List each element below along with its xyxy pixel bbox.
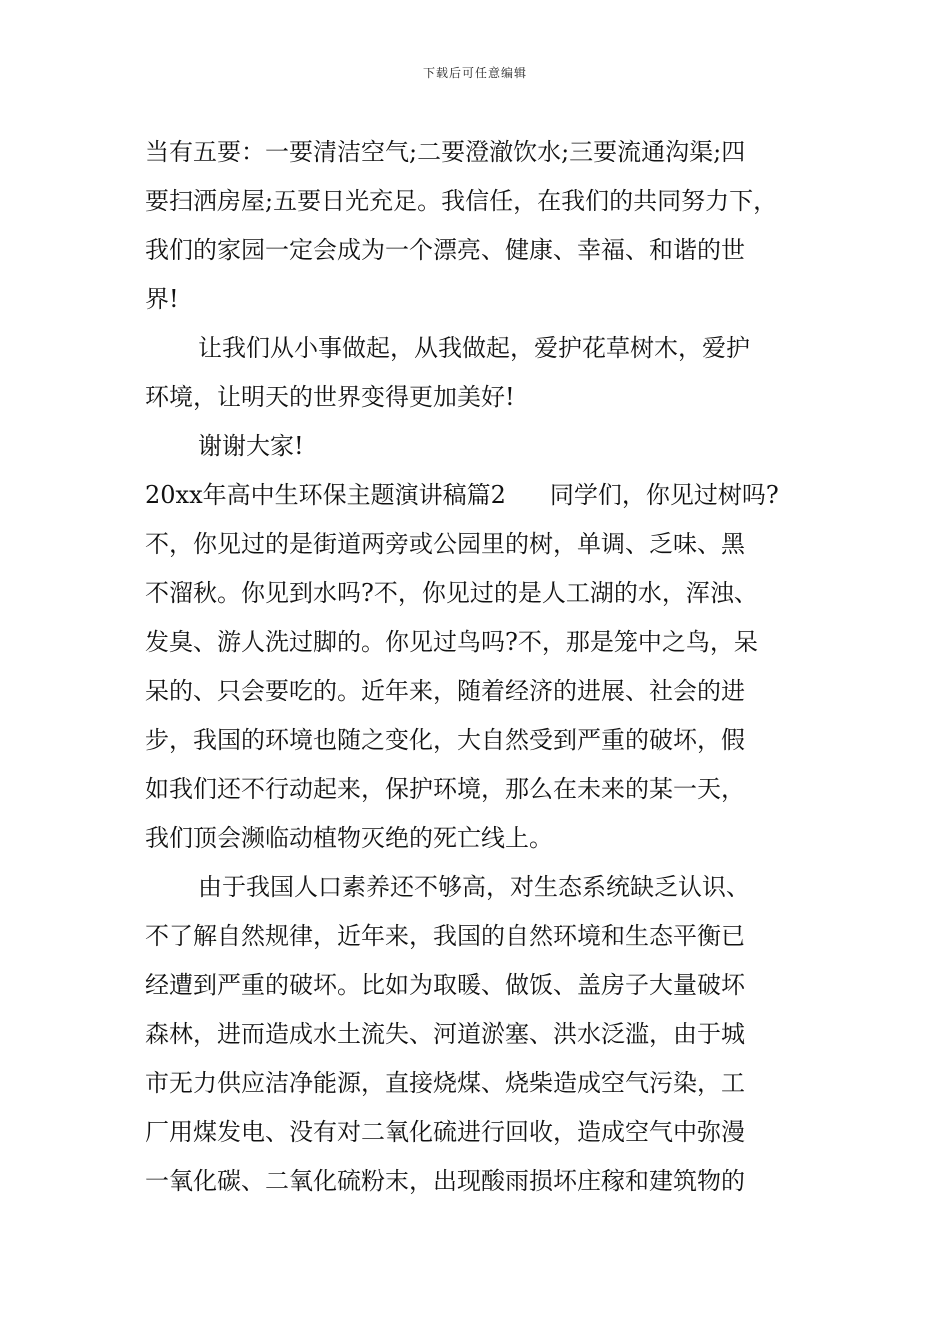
text-line: 如我们还不行动起来，保护环境，那么在未来的某一天， bbox=[145, 775, 745, 803]
section-heading: 20xx年高中生环保主题演讲稿篇2 bbox=[145, 481, 506, 509]
section-heading-line bbox=[145, 471, 825, 520]
text-line: 不了解自然规律，近年来，我国的自然环境和生态平衡已 bbox=[145, 922, 745, 950]
text-line: 森林，进而造成水土流失、河道淤塞、洪水泛滥，由于城 bbox=[145, 1020, 745, 1048]
text-line: 我们的家园一定会成为一个漂亮、健康、幸福、和谐的世 bbox=[145, 236, 745, 264]
text-line: 由于我国人口素养还不够高，对生态系统缺乏认识、 bbox=[198, 873, 750, 901]
text-line: 我们顶会濒临动植物灭绝的死亡线上。 bbox=[145, 824, 553, 852]
text-line: 界! bbox=[145, 285, 179, 313]
text-line: 步，我国的环境也随之变化，大自然受到严重的破坏，假 bbox=[145, 726, 745, 754]
text-line: 当有五要：一要清洁空气;二要澄澈饮水;三要流通沟渠;四 bbox=[145, 138, 746, 166]
text-line: 呆的、只会要吃的。近年来，随着经济的进展、社会的进 bbox=[145, 677, 745, 705]
text-line: 不，你见过的是街道两旁或公园里的树，单调、乏味、黑 bbox=[145, 530, 745, 558]
text-line: 让我们从小事做起，从我做起，爱护花草树木，爱护 bbox=[198, 334, 750, 362]
text-line: 厂用煤发电、没有对二氧化硫进行回收，造成空气中弥漫 bbox=[145, 1118, 745, 1146]
text-line: 市无力供应洁净能源，直接烧煤、烧柴造成空气污染，工 bbox=[145, 1069, 745, 1097]
text-line: 发臭、游人洗过脚的。你见过鸟吗?不，那是笼中之鸟，呆 bbox=[145, 628, 758, 656]
page-header: 下载后可任意编辑 bbox=[422, 66, 527, 80]
text-line: 不溜秋。你见到水吗?不，你见过的是人工湖的水，浑浊、 bbox=[145, 579, 758, 607]
text-line: 谢谢大家! bbox=[198, 432, 304, 460]
text-line: 同学们，你见过树吗? bbox=[549, 481, 779, 509]
text-line: 一氧化碳、二氧化硫粉末，出现酸雨损坏庄稼和建筑物的 bbox=[145, 1167, 745, 1195]
text-line: 环境，让明天的世界变得更加美好! bbox=[145, 383, 515, 411]
text-line: 经遭到严重的破坏。比如为取暖、做饭、盖房子大量破坏 bbox=[145, 971, 745, 999]
text-line: 要扫洒房屋;五要日光充足。我信任，在我们的共同努力下， bbox=[145, 187, 778, 215]
document-body bbox=[145, 128, 825, 1206]
